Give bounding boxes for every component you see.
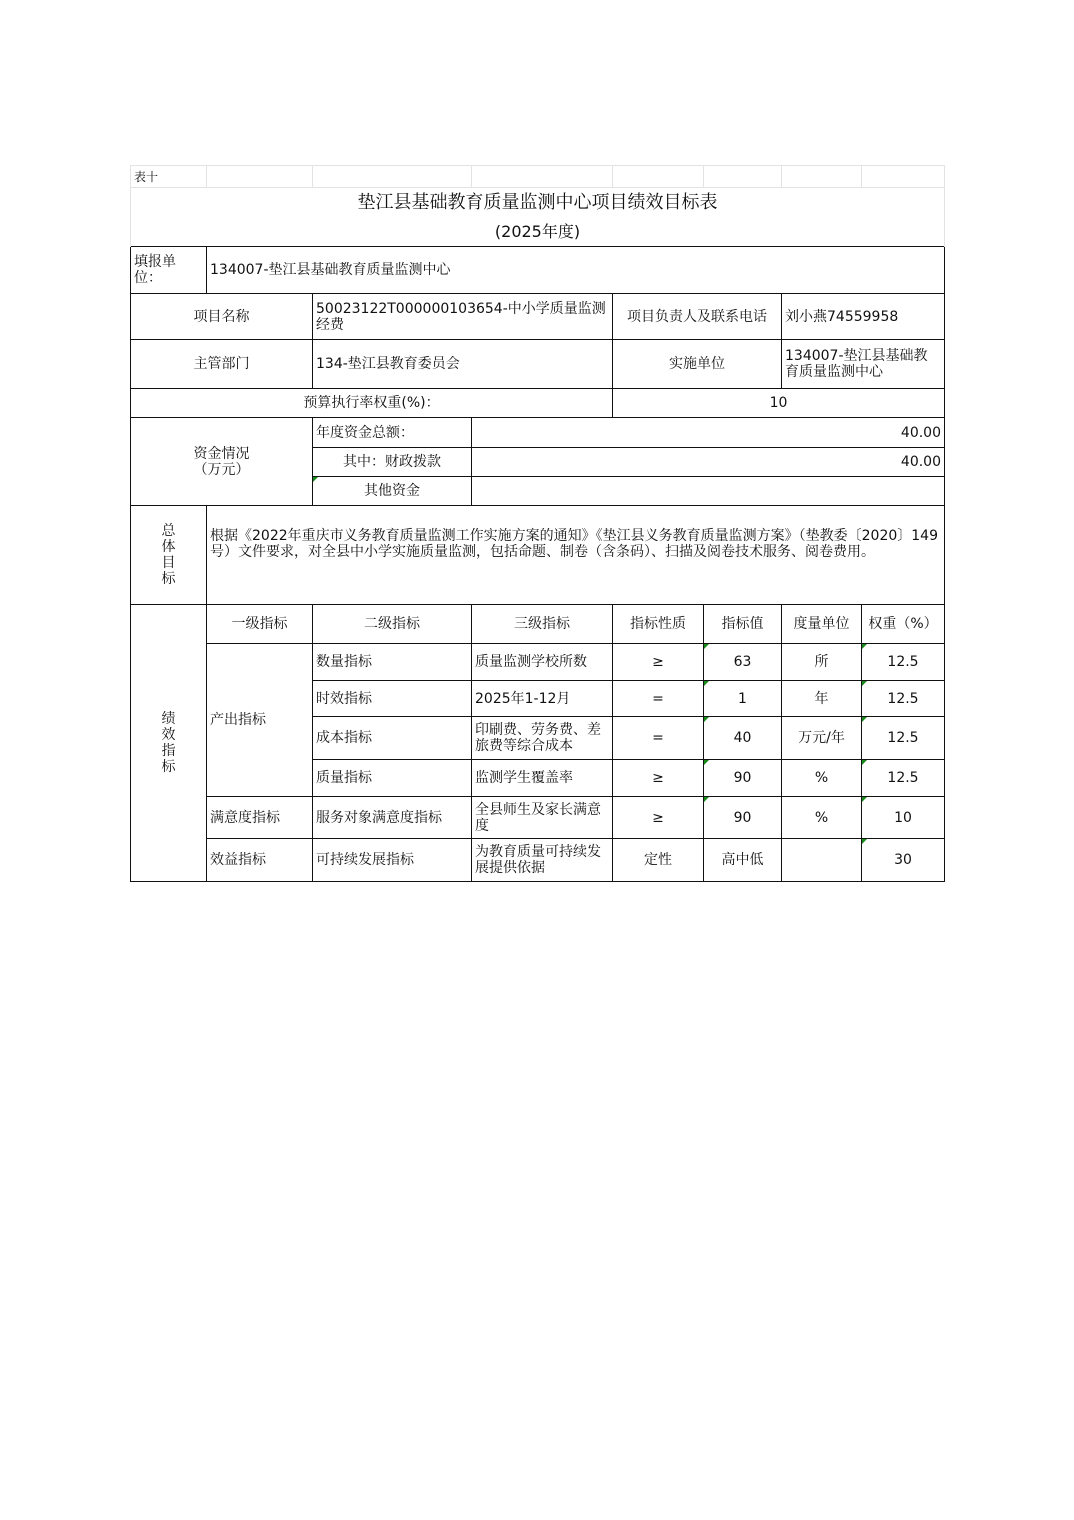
contact-value: 刘小燕74559958 (782, 294, 945, 340)
row-weight: 12.5 (862, 681, 945, 717)
row-weight: 10 (862, 797, 945, 839)
header-unit: 度量单位 (782, 605, 862, 644)
row-unit (782, 839, 862, 882)
performance-target-table (130, 165, 945, 882)
funds-total-value: 40.00 (472, 418, 945, 448)
group-output: 产出指标 (207, 644, 313, 797)
row-value: 40 (704, 717, 782, 760)
row-l3: 质量监测学校所数 (472, 644, 613, 681)
funds-other-label: 其他资金 (313, 477, 472, 506)
goal-label (131, 506, 207, 605)
funds-fiscal-label: 其中：财政拨款 (313, 448, 472, 477)
header-value: 指标值 (704, 605, 782, 644)
header-nature: 指标性质 (613, 605, 704, 644)
impl-label: 实施单位 (613, 340, 782, 389)
row-value: 90 (704, 797, 782, 839)
funds-total-label: 年度资金总额： (313, 418, 472, 448)
perf-label-text: 绩效指标 (161, 711, 176, 775)
project-name-value: 50023122T000000103654-中小学质量监测经费 (313, 294, 613, 340)
row-unit: 年 (782, 681, 862, 717)
row-l2: 服务对象满意度指标 (313, 797, 472, 839)
table-row (131, 839, 945, 882)
header-level2: 二级指标 (313, 605, 472, 644)
table-row (131, 644, 945, 681)
header-level3: 三级指标 (472, 605, 613, 644)
funds-fiscal-value: 40.00 (472, 448, 945, 477)
row-l2: 时效指标 (313, 681, 472, 717)
contact-label: 项目负责人及联系电话 (613, 294, 782, 340)
goal-label-text: 总体目标 (161, 523, 176, 587)
form-number: 表十 (131, 166, 207, 188)
funds-label (131, 418, 313, 506)
unit-value: 134007-垫江县基础教育质量监测中心 (207, 247, 945, 294)
impl-value: 134007-垫江县基础教育质量监测中心 (782, 340, 945, 389)
budget-weight-value: 10 (613, 389, 945, 418)
form-number-row (131, 166, 945, 188)
row-l3: 全县师生及家长满意度 (472, 797, 613, 839)
funds-other-value (472, 477, 945, 506)
row-l2: 成本指标 (313, 717, 472, 760)
group-benefit: 效益指标 (207, 839, 313, 882)
row-unit: 万元/年 (782, 717, 862, 760)
row-nature: ≥ (613, 644, 704, 681)
row-l2: 可持续发展指标 (313, 839, 472, 882)
row-l3: 为教育质量可持续发展提供依据 (472, 839, 613, 882)
row-weight: 12.5 (862, 644, 945, 681)
project-name-label: 项目名称 (131, 294, 313, 340)
table-row (131, 797, 945, 839)
row-nature: ≥ (613, 760, 704, 797)
dept-label: 主管部门 (131, 340, 313, 389)
row-nature: = (613, 717, 704, 760)
row-unit: % (782, 760, 862, 797)
year-subtitle: (2025年度) (131, 219, 945, 247)
row-value: 90 (704, 760, 782, 797)
dept-value: 134-垫江县教育委员会 (313, 340, 613, 389)
header-level1: 一级指标 (207, 605, 313, 644)
row-value: 63 (704, 644, 782, 681)
row-unit: 所 (782, 644, 862, 681)
row-nature: ≥ (613, 797, 704, 839)
row-l3: 印刷费、劳务费、差旅费等综合成本 (472, 717, 613, 760)
page-title: 垫江县基础教育质量监测中心项目绩效目标表 (131, 188, 945, 219)
row-weight: 12.5 (862, 760, 945, 797)
header-weight: 权重（%） (862, 605, 945, 644)
row-weight: 12.5 (862, 717, 945, 760)
funds-label-text: 资金情况（万元） (193, 445, 250, 478)
row-l3: 2025年1-12月 (472, 681, 613, 717)
row-weight: 30 (862, 839, 945, 882)
row-l2: 数量指标 (313, 644, 472, 681)
row-l2: 质量指标 (313, 760, 472, 797)
perf-label (131, 605, 207, 882)
row-nature: = (613, 681, 704, 717)
row-nature: 定性 (613, 839, 704, 882)
row-value: 高中低 (704, 839, 782, 882)
budget-weight-label: 预算执行率权重(%)： (131, 389, 613, 418)
row-value: 1 (704, 681, 782, 717)
row-unit: % (782, 797, 862, 839)
unit-label: 填报单位： (131, 247, 207, 294)
row-l3: 监测学生覆盖率 (472, 760, 613, 797)
group-satisfaction: 满意度指标 (207, 797, 313, 839)
goal-text: 根据《2022年重庆市义务教育质量监测工作实施方案的通知》《垫江县义务教育质量监测方案》（垫教委〔2020〕149号）文件要求，对全县中小学实施质量监测，包括命题、制卷（含条码）、扫描及阅卷技术服务、阅卷费用。 (207, 506, 945, 605)
